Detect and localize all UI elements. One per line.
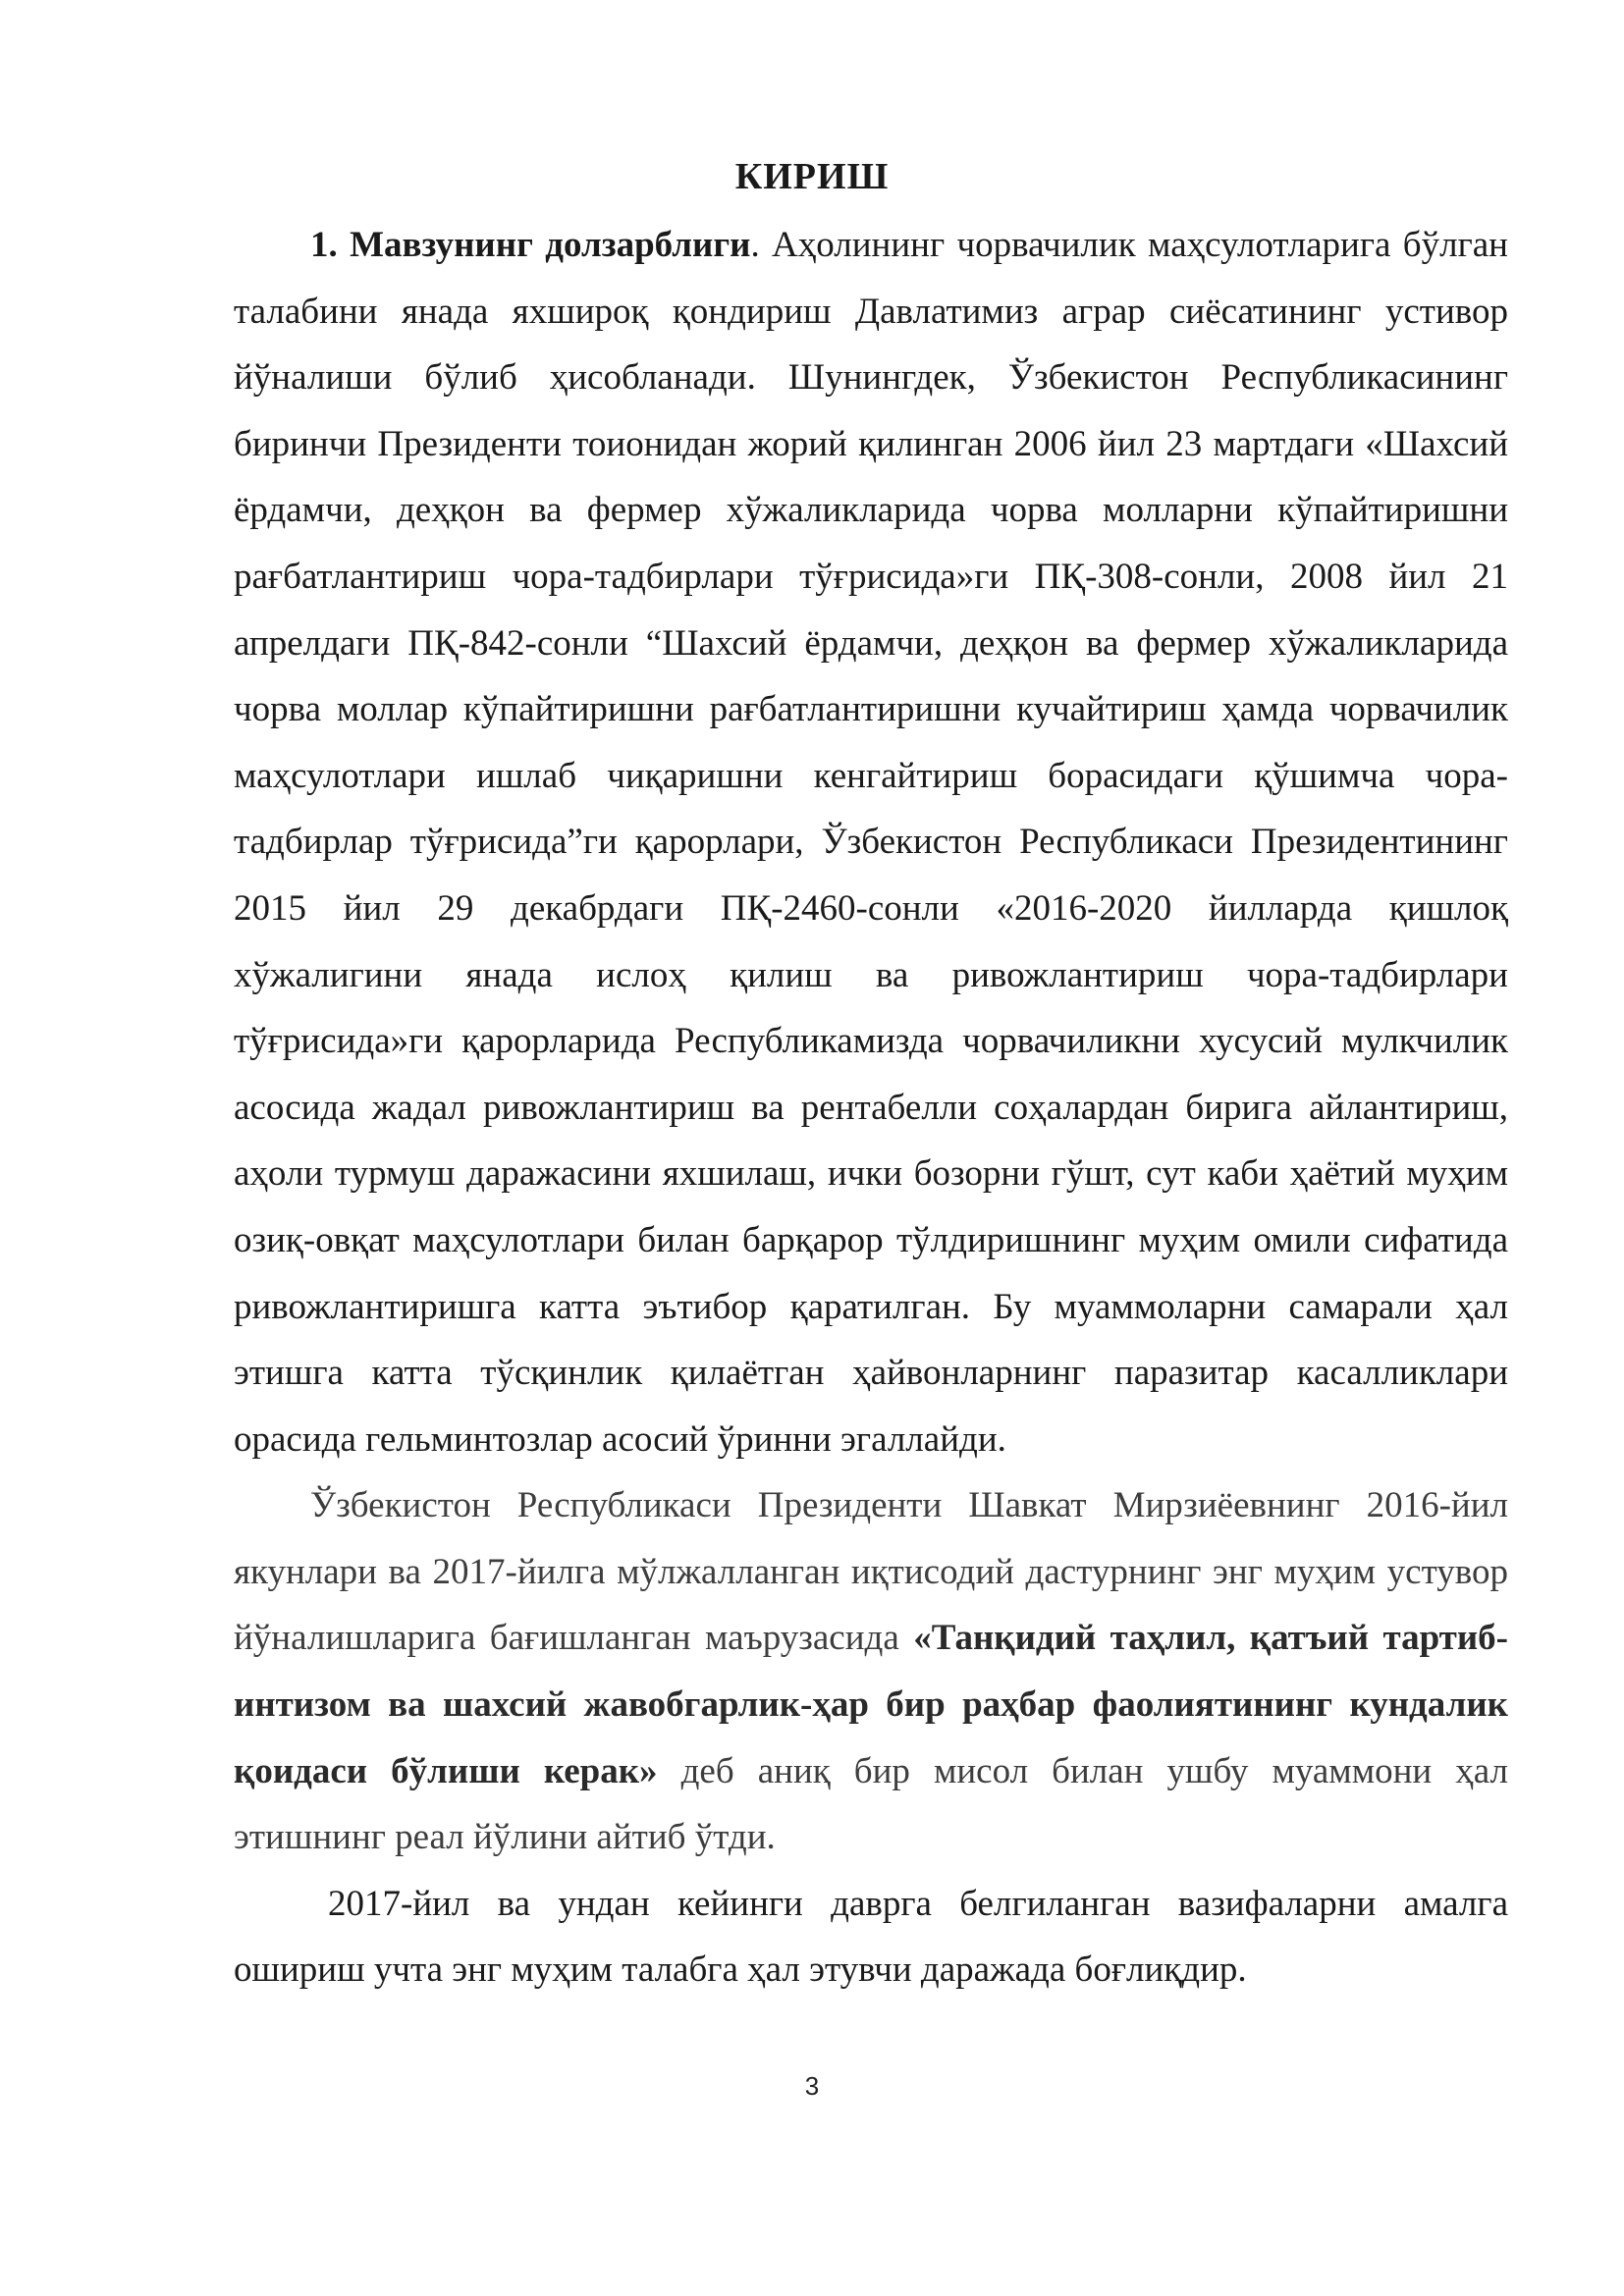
speech-text-before: Ўзбекистон Республикаси Президенти Шавкат Мирзиёевнинг 2016-йил якунлари ва 2017-йилга мўлжалланган иқтисодий дастурнинг энг муҳим устувор йўналишларига бағишланган маърузасида bbox=[234, 1485, 1508, 1659]
paragraph-tasks-2017 bbox=[234, 1871, 1508, 2003]
paragraph-relevance bbox=[234, 212, 1508, 1472]
document-body bbox=[234, 212, 1508, 2003]
section-title: КИРИШ bbox=[734, 156, 890, 197]
paragraph-president-speech bbox=[234, 1472, 1508, 1871]
tasks-text: 2017-йил ва ундан кейинги даврга белгиланган вазифаларни амалга ошириш учта энг муҳим талабга ҳал этувчи даражада боғлиқдир. bbox=[234, 1883, 1508, 1991]
page-number: 3 bbox=[804, 2071, 820, 2101]
speech-text-after: деб аниқ бир мисол билан ушбу муаммони ҳал этишнинг реал йўлини айтиб ўтди. bbox=[234, 1750, 1508, 1858]
speech-quote: «Танқидий таҳлил, қатъий тартиб-интизом ва шахсий жавобгарлик-ҳар бир раҳбар фаолиятининг кундалик қоидаси бўлиши керак» bbox=[234, 1618, 1508, 1791]
relevance-text: . Аҳолининг чорвачилик маҳсулотларига бўлган талабини янада яхшироқ қондириш Давлатимиз аграр сиёсатининг устивор йўналиши бўлиб ҳисобланади. Шунингдек, Ўзбекистон Республикасининг биринчи Президенти тоионидан жорий қилинган 2006 йил 23 мартдаги «Шахсий ёрдамчи, деҳқон ва фермер хўжаликларида чорва молларни кўпайтиришни рағбатлантириш чора-тадбирлари тўғрисида»ги ПҚ-308-сонли, 2008 йил 21 апрелдаги ПҚ-842-сонли “Шахсий ёрдамчи, деҳқон ва фермер хўжаликларида чорва моллар кўпайтиришни рағбатлантиришни кучайтириш ҳамда чорвачилик маҳсулотлари ишлаб чиқаришни кенгайтириш борасидаги қўшимча чора-тадбирлар тўғрисида”ги қарорлари, Ўзбекистон Республикаси Президентининг 2015 йил 29 декабрдаги ПҚ-2460-сонли «2016-2020 йилларда қишлоқ хўжалигини янада ислоҳ қилиш ва ривожлантириш чора-тадбирлари тўғрисида»ги қарорларида Республикамизда чорвачиликни хусусий мулкчилик асосида жадал ривожлантириш ва рентабелли соҳалардан бирига айлантириш, аҳоли турмуш даражасини яхшилаш, ички бозорни гўшт, сут каби ҳаётий муҳим озиқ-овқат маҳсулотлари билан барқарор тўлдиришнинг муҳим омили сифатида ривожлантиришга катта эътибор қаратилган. Бу муаммоларни самарали ҳал этишга катта тўсқинлик қилаётган ҳайвонларнинг паразитар касалликлари орасида гельминтозлар асосий ўринни эгаллайди. bbox=[234, 225, 1508, 1460]
relevance-heading: 1. Мавзунинг долзарблиги bbox=[310, 225, 751, 265]
